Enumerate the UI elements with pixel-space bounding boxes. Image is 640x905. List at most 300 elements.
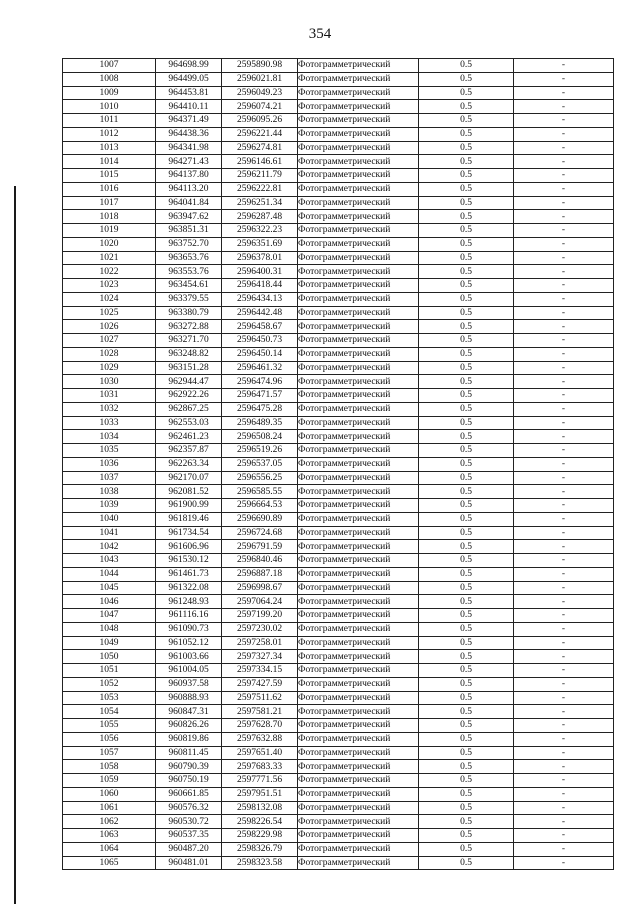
method-cell: Фотограмметрический (298, 210, 419, 224)
x-coordinate-cell: 962944.47 (156, 375, 222, 389)
table-row (63, 306, 614, 320)
x-coordinate-cell: 964410.11 (156, 100, 222, 114)
point-number-cell: 1042 (63, 540, 156, 554)
point-number-cell: 1011 (63, 114, 156, 128)
table-row (63, 540, 614, 554)
table-row (63, 320, 614, 334)
x-coordinate-cell: 960576.32 (156, 801, 222, 815)
x-coordinate-cell: 962263.34 (156, 457, 222, 471)
x-coordinate-cell: 961116.16 (156, 609, 222, 623)
y-coordinate-cell: 2596095.26 (222, 114, 298, 128)
note-cell: - (514, 746, 614, 760)
method-cell: Фотограмметрический (298, 251, 419, 265)
table-row (63, 856, 614, 870)
x-coordinate-cell: 963271.70 (156, 334, 222, 348)
method-cell: Фотограмметрический (298, 829, 419, 843)
method-cell: Фотограмметрический (298, 127, 419, 141)
method-cell: Фотограмметрический (298, 444, 419, 458)
point-number-cell: 1015 (63, 169, 156, 183)
note-cell: - (514, 581, 614, 595)
method-cell: Фотограмметрический (298, 664, 419, 678)
method-cell: Фотограмметрический (298, 114, 419, 128)
method-cell: Фотограмметрический (298, 402, 419, 416)
y-coordinate-cell: 2597632.88 (222, 732, 298, 746)
method-cell: Фотограмметрический (298, 155, 419, 169)
point-number-cell: 1028 (63, 347, 156, 361)
x-coordinate-cell: 964453.81 (156, 86, 222, 100)
table-row (63, 650, 614, 664)
x-coordinate-cell: 963454.61 (156, 279, 222, 293)
note-cell: - (514, 719, 614, 733)
x-coordinate-cell: 962922.26 (156, 389, 222, 403)
table-row (63, 567, 614, 581)
note-cell: - (514, 196, 614, 210)
table-row (63, 59, 614, 73)
point-number-cell: 1041 (63, 526, 156, 540)
table-row (63, 114, 614, 128)
point-number-cell: 1060 (63, 787, 156, 801)
point-number-cell: 1017 (63, 196, 156, 210)
note-cell: - (514, 361, 614, 375)
x-coordinate-cell: 960487.20 (156, 842, 222, 856)
point-number-cell: 1013 (63, 141, 156, 155)
method-cell: Фотограмметрический (298, 334, 419, 348)
coordinates-table-body (63, 59, 614, 870)
note-cell: - (514, 471, 614, 485)
note-cell: - (514, 320, 614, 334)
method-cell: Фотограмметрический (298, 705, 419, 719)
x-coordinate-cell: 960937.58 (156, 677, 222, 691)
point-number-cell: 1055 (63, 719, 156, 733)
y-coordinate-cell: 2596418.44 (222, 279, 298, 293)
note-cell: - (514, 760, 614, 774)
y-coordinate-cell: 2596442.48 (222, 306, 298, 320)
x-coordinate-cell: 960661.85 (156, 787, 222, 801)
note-cell: - (514, 265, 614, 279)
x-coordinate-cell: 961530.12 (156, 554, 222, 568)
table-row (63, 375, 614, 389)
note-cell: - (514, 499, 614, 513)
x-coordinate-cell: 960481.01 (156, 856, 222, 870)
method-cell: Фотограмметрический (298, 650, 419, 664)
point-number-cell: 1026 (63, 320, 156, 334)
y-coordinate-cell: 2596556.25 (222, 471, 298, 485)
y-coordinate-cell: 2596450.14 (222, 347, 298, 361)
note-cell: - (514, 732, 614, 746)
method-cell: Фотограмметрический (298, 554, 419, 568)
x-coordinate-cell: 963851.31 (156, 224, 222, 238)
point-number-cell: 1009 (63, 86, 156, 100)
y-coordinate-cell: 2597683.33 (222, 760, 298, 774)
table-row (63, 251, 614, 265)
point-number-cell: 1032 (63, 402, 156, 416)
x-coordinate-cell: 961734.54 (156, 526, 222, 540)
y-coordinate-cell: 2596322.23 (222, 224, 298, 238)
point-number-cell: 1051 (63, 664, 156, 678)
error-cell: 0.5 (419, 650, 514, 664)
point-number-cell: 1016 (63, 182, 156, 196)
note-cell: - (514, 774, 614, 788)
point-number-cell: 1053 (63, 691, 156, 705)
x-coordinate-cell: 960811.45 (156, 746, 222, 760)
note-cell: - (514, 567, 614, 581)
error-cell: 0.5 (419, 746, 514, 760)
point-number-cell: 1024 (63, 292, 156, 306)
note-cell: - (514, 801, 614, 815)
method-cell: Фотограмметрический (298, 292, 419, 306)
point-number-cell: 1034 (63, 430, 156, 444)
table-row (63, 224, 614, 238)
y-coordinate-cell: 2596049.23 (222, 86, 298, 100)
table-row (63, 815, 614, 829)
table-row (63, 155, 614, 169)
note-cell: - (514, 677, 614, 691)
note-cell: - (514, 224, 614, 238)
point-number-cell: 1049 (63, 636, 156, 650)
point-number-cell: 1023 (63, 279, 156, 293)
method-cell: Фотограмметрический (298, 485, 419, 499)
table-row (63, 334, 614, 348)
point-number-cell: 1057 (63, 746, 156, 760)
x-coordinate-cell: 963653.76 (156, 251, 222, 265)
x-coordinate-cell: 964438.36 (156, 127, 222, 141)
x-coordinate-cell: 961819.46 (156, 512, 222, 526)
x-coordinate-cell: 963151.28 (156, 361, 222, 375)
point-number-cell: 1059 (63, 774, 156, 788)
x-coordinate-cell: 963553.76 (156, 265, 222, 279)
table-row (63, 677, 614, 691)
table-row (63, 389, 614, 403)
table-row (63, 237, 614, 251)
note-cell: - (514, 787, 614, 801)
point-number-cell: 1047 (63, 609, 156, 623)
note-cell: - (514, 595, 614, 609)
error-cell: 0.5 (419, 622, 514, 636)
method-cell: Фотограмметрический (298, 265, 419, 279)
point-number-cell: 1036 (63, 457, 156, 471)
x-coordinate-cell: 961052.12 (156, 636, 222, 650)
x-coordinate-cell: 961004.05 (156, 664, 222, 678)
point-number-cell: 1054 (63, 705, 156, 719)
x-coordinate-cell: 960826.26 (156, 719, 222, 733)
method-cell: Фотограмметрический (298, 182, 419, 196)
error-cell: 0.5 (419, 595, 514, 609)
error-cell: 0.5 (419, 389, 514, 403)
note-cell: - (514, 169, 614, 183)
x-coordinate-cell: 960790.39 (156, 760, 222, 774)
coordinates-table (62, 58, 614, 870)
left-margin-line (14, 186, 16, 904)
method-cell: Фотограмметрический (298, 746, 419, 760)
table-row (63, 347, 614, 361)
method-cell: Фотограмметрический (298, 279, 419, 293)
y-coordinate-cell: 2595890.98 (222, 59, 298, 73)
y-coordinate-cell: 2596724.68 (222, 526, 298, 540)
method-cell: Фотограмметрический (298, 389, 419, 403)
error-cell: 0.5 (419, 856, 514, 870)
y-coordinate-cell: 2597258.01 (222, 636, 298, 650)
table-row (63, 169, 614, 183)
table-row (63, 471, 614, 485)
point-number-cell: 1050 (63, 650, 156, 664)
y-coordinate-cell: 2596887.18 (222, 567, 298, 581)
x-coordinate-cell: 960537.35 (156, 829, 222, 843)
note-cell: - (514, 375, 614, 389)
x-coordinate-cell: 963947.62 (156, 210, 222, 224)
point-number-cell: 1012 (63, 127, 156, 141)
point-number-cell: 1033 (63, 416, 156, 430)
x-coordinate-cell: 961461.73 (156, 567, 222, 581)
point-number-cell: 1014 (63, 155, 156, 169)
error-cell: 0.5 (419, 100, 514, 114)
y-coordinate-cell: 2597628.70 (222, 719, 298, 733)
x-coordinate-cell: 961003.66 (156, 650, 222, 664)
method-cell: Фотограмметрический (298, 732, 419, 746)
y-coordinate-cell: 2597951.51 (222, 787, 298, 801)
point-number-cell: 1022 (63, 265, 156, 279)
note-cell: - (514, 279, 614, 293)
error-cell: 0.5 (419, 114, 514, 128)
method-cell: Фотограмметрический (298, 306, 419, 320)
error-cell: 0.5 (419, 279, 514, 293)
y-coordinate-cell: 2597199.20 (222, 609, 298, 623)
x-coordinate-cell: 964341.98 (156, 141, 222, 155)
y-coordinate-cell: 2596221.44 (222, 127, 298, 141)
method-cell: Фотограмметрический (298, 622, 419, 636)
method-cell: Фотограмметрический (298, 224, 419, 238)
error-cell: 0.5 (419, 719, 514, 733)
note-cell: - (514, 554, 614, 568)
error-cell: 0.5 (419, 787, 514, 801)
method-cell: Фотограмметрический (298, 691, 419, 705)
point-number-cell: 1044 (63, 567, 156, 581)
y-coordinate-cell: 2596508.24 (222, 430, 298, 444)
table-row (63, 801, 614, 815)
note-cell: - (514, 72, 614, 86)
error-cell: 0.5 (419, 141, 514, 155)
note-cell: - (514, 59, 614, 73)
error-cell: 0.5 (419, 636, 514, 650)
error-cell: 0.5 (419, 554, 514, 568)
method-cell: Фотограмметрический (298, 787, 419, 801)
error-cell: 0.5 (419, 499, 514, 513)
error-cell: 0.5 (419, 512, 514, 526)
note-cell: - (514, 416, 614, 430)
x-coordinate-cell: 964041.84 (156, 196, 222, 210)
error-cell: 0.5 (419, 155, 514, 169)
y-coordinate-cell: 2596434.13 (222, 292, 298, 306)
error-cell: 0.5 (419, 829, 514, 843)
note-cell: - (514, 815, 614, 829)
y-coordinate-cell: 2596840.46 (222, 554, 298, 568)
table-row (63, 636, 614, 650)
x-coordinate-cell: 960819.86 (156, 732, 222, 746)
note-cell: - (514, 705, 614, 719)
note-cell: - (514, 485, 614, 499)
note-cell: - (514, 306, 614, 320)
method-cell: Фотограмметрический (298, 815, 419, 829)
error-cell: 0.5 (419, 59, 514, 73)
table-row (63, 485, 614, 499)
point-number-cell: 1056 (63, 732, 156, 746)
error-cell: 0.5 (419, 485, 514, 499)
table-row (63, 512, 614, 526)
y-coordinate-cell: 2596489.35 (222, 416, 298, 430)
error-cell: 0.5 (419, 375, 514, 389)
x-coordinate-cell: 961248.93 (156, 595, 222, 609)
error-cell: 0.5 (419, 540, 514, 554)
y-coordinate-cell: 2598326.79 (222, 842, 298, 856)
point-number-cell: 1018 (63, 210, 156, 224)
note-cell: - (514, 100, 614, 114)
x-coordinate-cell: 960750.19 (156, 774, 222, 788)
x-coordinate-cell: 962461.23 (156, 430, 222, 444)
y-coordinate-cell: 2596519.26 (222, 444, 298, 458)
y-coordinate-cell: 2597064.24 (222, 595, 298, 609)
point-number-cell: 1063 (63, 829, 156, 843)
point-number-cell: 1021 (63, 251, 156, 265)
note-cell: - (514, 402, 614, 416)
table-row (63, 787, 614, 801)
table-row (63, 457, 614, 471)
error-cell: 0.5 (419, 251, 514, 265)
y-coordinate-cell: 2596998.67 (222, 581, 298, 595)
point-number-cell: 1065 (63, 856, 156, 870)
note-cell: - (514, 155, 614, 169)
point-number-cell: 1019 (63, 224, 156, 238)
method-cell: Фотограмметрический (298, 526, 419, 540)
y-coordinate-cell: 2596475.28 (222, 402, 298, 416)
point-number-cell: 1052 (63, 677, 156, 691)
y-coordinate-cell: 2596021.81 (222, 72, 298, 86)
table-row (63, 279, 614, 293)
method-cell: Фотограмметрический (298, 760, 419, 774)
method-cell: Фотограмметрический (298, 677, 419, 691)
note-cell: - (514, 444, 614, 458)
method-cell: Фотограмметрический (298, 141, 419, 155)
note-cell: - (514, 609, 614, 623)
error-cell: 0.5 (419, 774, 514, 788)
note-cell: - (514, 526, 614, 540)
x-coordinate-cell: 963380.79 (156, 306, 222, 320)
method-cell: Фотограмметрический (298, 499, 419, 513)
error-cell: 0.5 (419, 182, 514, 196)
x-coordinate-cell: 962867.25 (156, 402, 222, 416)
method-cell: Фотограмметрический (298, 375, 419, 389)
note-cell: - (514, 251, 614, 265)
table-row (63, 499, 614, 513)
y-coordinate-cell: 2596287.48 (222, 210, 298, 224)
note-cell: - (514, 141, 614, 155)
point-number-cell: 1027 (63, 334, 156, 348)
method-cell: Фотограмметрический (298, 59, 419, 73)
note-cell: - (514, 347, 614, 361)
note-cell: - (514, 389, 614, 403)
x-coordinate-cell: 962081.52 (156, 485, 222, 499)
y-coordinate-cell: 2596585.55 (222, 485, 298, 499)
method-cell: Фотограмметрический (298, 196, 419, 210)
y-coordinate-cell: 2596222.81 (222, 182, 298, 196)
table-row (63, 444, 614, 458)
error-cell: 0.5 (419, 210, 514, 224)
point-number-cell: 1039 (63, 499, 156, 513)
point-number-cell: 1029 (63, 361, 156, 375)
method-cell: Фотограмметрический (298, 719, 419, 733)
table-row (63, 664, 614, 678)
point-number-cell: 1035 (63, 444, 156, 458)
table-row (63, 746, 614, 760)
error-cell: 0.5 (419, 457, 514, 471)
point-number-cell: 1008 (63, 72, 156, 86)
note-cell: - (514, 237, 614, 251)
note-cell: - (514, 650, 614, 664)
x-coordinate-cell: 963248.82 (156, 347, 222, 361)
x-coordinate-cell: 964113.20 (156, 182, 222, 196)
note-cell: - (514, 856, 614, 870)
method-cell: Фотограмметрический (298, 842, 419, 856)
point-number-cell: 1048 (63, 622, 156, 636)
error-cell: 0.5 (419, 72, 514, 86)
y-coordinate-cell: 2596458.67 (222, 320, 298, 334)
note-cell: - (514, 622, 614, 636)
table-row (63, 595, 614, 609)
note-cell: - (514, 86, 614, 100)
point-number-cell: 1040 (63, 512, 156, 526)
y-coordinate-cell: 2596211.79 (222, 169, 298, 183)
table-row (63, 760, 614, 774)
method-cell: Фотограмметрический (298, 774, 419, 788)
error-cell: 0.5 (419, 347, 514, 361)
point-number-cell: 1020 (63, 237, 156, 251)
table-row (63, 774, 614, 788)
error-cell: 0.5 (419, 609, 514, 623)
error-cell: 0.5 (419, 334, 514, 348)
note-cell: - (514, 829, 614, 843)
table-row (63, 265, 614, 279)
table-row (63, 292, 614, 306)
error-cell: 0.5 (419, 801, 514, 815)
x-coordinate-cell: 961322.08 (156, 581, 222, 595)
method-cell: Фотограмметрический (298, 636, 419, 650)
note-cell: - (514, 540, 614, 554)
note-cell: - (514, 457, 614, 471)
table-row (63, 526, 614, 540)
error-cell: 0.5 (419, 760, 514, 774)
point-number-cell: 1010 (63, 100, 156, 114)
x-coordinate-cell: 962170.07 (156, 471, 222, 485)
error-cell: 0.5 (419, 581, 514, 595)
x-coordinate-cell: 964371.49 (156, 114, 222, 128)
table-row (63, 416, 614, 430)
point-number-cell: 1046 (63, 595, 156, 609)
method-cell: Фотограмметрический (298, 512, 419, 526)
y-coordinate-cell: 2597511.62 (222, 691, 298, 705)
method-cell: Фотограмметрический (298, 347, 419, 361)
error-cell: 0.5 (419, 732, 514, 746)
point-number-cell: 1025 (63, 306, 156, 320)
table-row (63, 430, 614, 444)
table-row (63, 361, 614, 375)
error-cell: 0.5 (419, 86, 514, 100)
x-coordinate-cell: 962553.03 (156, 416, 222, 430)
x-coordinate-cell: 964499.05 (156, 72, 222, 86)
method-cell: Фотограмметрический (298, 430, 419, 444)
table-row (63, 196, 614, 210)
y-coordinate-cell: 2598323.58 (222, 856, 298, 870)
y-coordinate-cell: 2596537.05 (222, 457, 298, 471)
method-cell: Фотограмметрический (298, 320, 419, 334)
note-cell: - (514, 292, 614, 306)
